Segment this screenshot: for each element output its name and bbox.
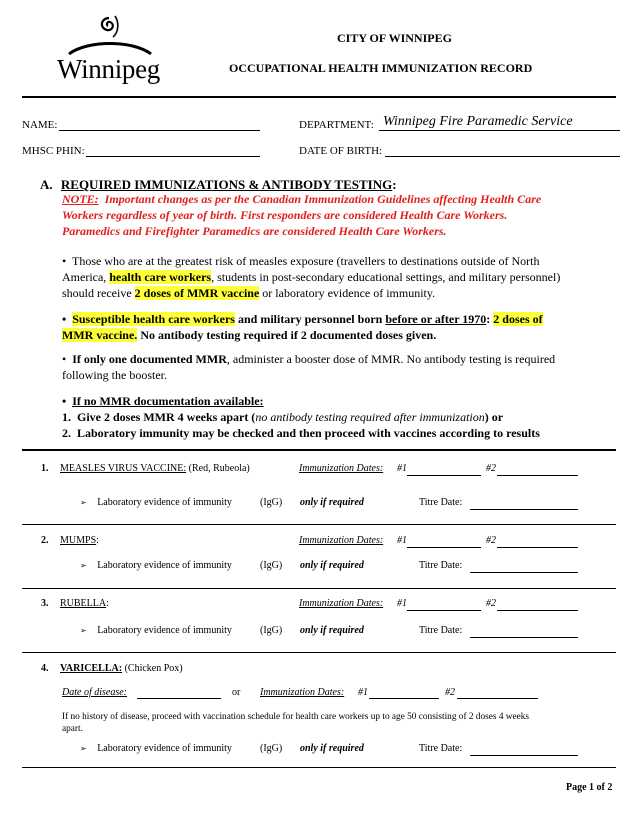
vaccine-2-titre-field[interactable] — [470, 572, 578, 573]
dob-label: DATE OF BIRTH: — [299, 145, 383, 157]
vaccine-2-dose-1-label: #1 — [397, 535, 407, 546]
bullet-4-heading: If no MMR documentation available: — [72, 394, 264, 408]
city-heading: CITY OF WINNIPEG — [337, 31, 452, 45]
item-1-number: 1. — [62, 410, 71, 424]
vaccine-2-dose-2-field[interactable] — [497, 547, 578, 548]
vaccine-2-number: 2. — [41, 535, 49, 546]
vaccine-4-divider — [22, 767, 616, 768]
vaccine-2-extra: : — [96, 535, 99, 546]
vaccine-4-lab-row — [80, 743, 232, 754]
vaccine-3-imm-dates-label: Immunization Dates: — [299, 598, 384, 609]
date-of-disease-field[interactable] — [137, 698, 221, 699]
bullet-2-text-b: : — [486, 312, 494, 326]
igg-label: (IgG) — [260, 560, 283, 571]
date-of-disease-label: Date of disease: — [62, 687, 127, 698]
lab-evidence-label: Laboratory evidence of immunity — [97, 625, 232, 636]
note-block — [62, 191, 541, 239]
vaccine-3-divider — [22, 652, 616, 653]
vaccine-2-lab-row — [80, 560, 232, 571]
bullet-3-line-2: following the booster. — [62, 368, 167, 382]
vaccine-3-number: 3. — [41, 598, 49, 609]
vaccine-4-number: 4. — [41, 663, 49, 674]
bullet-2-underlined: before or after 1970 — [385, 312, 487, 326]
bullet-1-text-d: or laboratory evidence of immunity. — [259, 286, 436, 300]
highlight-health-care-workers: health care workers — [109, 270, 212, 284]
only-if-required-label: only if required — [300, 560, 364, 571]
vaccine-1-name: MEASLES VIRUS VACCINE: — [60, 463, 187, 474]
arrow-icon: ➢ — [80, 498, 87, 507]
titre-date-label: Titre Date: — [419, 560, 463, 571]
vaccine-2-divider — [22, 588, 616, 589]
phin-label: MHSC PHIN: — [22, 145, 85, 157]
only-if-required-label: only if required — [300, 497, 364, 508]
vaccine-1-imm-dates-label: Immunization Dates: — [299, 463, 384, 474]
vaccine-1-dose-1-field[interactable] — [407, 475, 481, 476]
item-1-text-a: Give 2 doses MMR 4 weeks apart ( — [77, 410, 256, 424]
vaccine-4-dose-1-field[interactable] — [369, 698, 439, 699]
titre-date-label: Titre Date: — [419, 497, 463, 508]
item-1-text-c: ) or — [484, 410, 504, 424]
bullet-3-text: , administer a booster dose of MMR. No antibody testing is required — [226, 352, 556, 366]
vaccine-3-titre-field[interactable] — [470, 637, 578, 638]
varicella-note-line-2: apart. — [62, 724, 83, 734]
bullet-2: • Susceptible health care workers and military personnel born before or after 1970: 2 doses of MMR vaccine. No antibody testing required if 2 documented doses given. — [62, 312, 543, 342]
section-a-colon: : — [392, 177, 397, 192]
department-label: DEPARTMENT: — [299, 119, 374, 131]
arrow-icon: ➢ — [80, 626, 87, 635]
or-label: or — [232, 687, 241, 698]
winnipeg-logo — [55, 10, 165, 85]
name-field[interactable] — [59, 130, 260, 131]
bullet-1-text-b: , students in post-secondary educational settings, and military personnel) — [211, 270, 561, 284]
highlight-2-doses: 2 doses of MMR vaccine — [134, 286, 260, 300]
vaccine-2-name: MUMPS — [60, 535, 97, 546]
highlight-2-doses-of: 2 doses of — [493, 312, 543, 326]
page-number: Page 1 of 2 — [566, 782, 613, 793]
vaccine-1-lab-row — [80, 497, 232, 508]
vaccine-1-dose-1-label: #1 — [397, 463, 407, 474]
bullet-4: • If no MMR documentation available: 1. Give 2 doses MMR 4 weeks apart (no antibody testing required after immunization) or 2. Laboratory immunity may be checked and then proceed with vaccines according to results — [62, 394, 540, 440]
titre-date-label: Titre Date: — [419, 743, 463, 754]
section-divider — [22, 449, 616, 451]
vaccine-1-dose-2-label: #2 — [486, 463, 496, 474]
department-field[interactable] — [379, 130, 620, 131]
lab-evidence-label: Laboratory evidence of immunity — [97, 560, 232, 571]
titre-date-label: Titre Date: — [419, 625, 463, 636]
varicella-note — [62, 711, 622, 735]
bullet-1-text-c: should receive — [62, 286, 135, 300]
vaccine-4-extra: (Chicken Pox) — [122, 663, 183, 674]
vaccine-2-dose-1-field[interactable] — [407, 547, 481, 548]
vaccine-1-divider — [22, 524, 616, 525]
item-2-number: 2. — [62, 426, 71, 440]
vaccine-3-name: RUBELLA — [60, 598, 107, 609]
vaccine-3-dose-2-field[interactable] — [497, 610, 578, 611]
highlight-susceptible-hcw: Susceptible health care workers — [72, 312, 235, 326]
name-label: NAME: — [22, 119, 58, 131]
item-2-text: Laboratory immunity may be checked and then proceed with vaccines according to results — [77, 426, 540, 440]
lab-evidence-label: Laboratory evidence of immunity — [97, 497, 232, 508]
header-divider — [22, 96, 616, 98]
vaccine-2-dose-2-label: #2 — [486, 535, 496, 546]
arrow-icon: ➢ — [80, 744, 87, 753]
only-if-required-label: only if required — [300, 743, 364, 754]
winnipeg-swirl-icon — [55, 10, 165, 60]
vaccine-1-titre-field[interactable] — [470, 509, 578, 510]
section-a-title: REQUIRED IMMUNIZATIONS & ANTIBODY TESTING — [60, 177, 393, 192]
note-line-1: Important changes as per the Canadian Immunization Guidelines affecting Health Care — [104, 192, 542, 206]
only-if-required-label: only if required — [300, 625, 364, 636]
bullet-2-text-c: No antibody testing required if 2 documented doses given. — [137, 328, 437, 342]
arrow-icon: ➢ — [80, 561, 87, 570]
department-value: Winnipeg Fire Paramedic Service — [383, 114, 573, 129]
vaccine-2-title — [41, 535, 99, 546]
vaccine-2-imm-dates-label: Immunization Dates: — [299, 535, 384, 546]
bullet-1: • Those who are at the greatest risk of measles exposure (travellers to destinations outside of North America, health care workers, students in post-secondary educational settings, and military personnel) should receive 2 doses of MMR vaccine or laboratory evidence of immunity. — [62, 254, 561, 300]
igg-label: (IgG) — [260, 625, 283, 636]
vaccine-3-dose-1-label: #1 — [397, 598, 407, 609]
note-line-2: Workers regardless of year of birth. First responders are considered Health Care Workers. — [62, 208, 508, 222]
item-1-italic: no antibody testing required after immunization — [255, 410, 485, 424]
section-a-letter: A. — [40, 177, 53, 192]
logo-text: Winnipeg — [57, 54, 160, 84]
igg-label: (IgG) — [260, 497, 283, 508]
varicella-note-line-1: If no history of disease, proceed with vaccination schedule for health care workers up to age 50 consisting of 2 doses 4 weeks — [62, 712, 530, 722]
vaccine-4-titre-field[interactable] — [470, 755, 578, 756]
note-line-3: Paramedics and Firefighter Paramedics are considered Health Care Workers. — [62, 224, 447, 238]
vaccine-4-name: VARICELLA: — [60, 663, 123, 674]
dob-field[interactable] — [385, 156, 620, 157]
vaccine-3-lab-row — [80, 625, 232, 636]
vaccine-3-extra: : — [106, 598, 109, 609]
vaccine-4-title — [41, 663, 183, 674]
vaccine-1-extra: (Red, Rubeola) — [186, 463, 250, 474]
bullet-3: • If only one documented MMR, administer a booster dose of MMR. No antibody testing is required following the booster. — [62, 351, 622, 383]
vaccine-4-dose-2-field[interactable] — [457, 698, 538, 699]
form-title: OCCUPATIONAL HEALTH IMMUNIZATION RECORD — [229, 61, 533, 75]
vaccine-1-number: 1. — [41, 463, 49, 474]
note-label: NOTE: — [62, 192, 99, 206]
bullet-3-bold: If only one documented MMR — [72, 352, 227, 366]
highlight-mmr-vaccine: MMR vaccine. — [62, 328, 138, 342]
lab-evidence-label: Laboratory evidence of immunity — [97, 743, 232, 754]
bullet-2-text-a: and military personnel born — [234, 312, 386, 326]
vaccine-4-dose-1-label: #1 — [358, 687, 368, 698]
vaccine-3-dose-2-label: #2 — [486, 598, 496, 609]
phin-field[interactable] — [86, 156, 260, 157]
vaccine-4-dose-2-label: #2 — [445, 687, 455, 698]
bullet-1-line-1: Those who are at the greatest risk of measles exposure (travellers to destinations outside of North — [71, 254, 540, 268]
vaccine-1-title — [41, 463, 250, 474]
vaccine-4-imm-dates-label: Immunization Dates: — [260, 687, 345, 698]
vaccine-1-dose-2-field[interactable] — [497, 475, 578, 476]
bullet-1-text-a: America, — [62, 270, 110, 284]
vaccine-3-title — [41, 598, 109, 609]
igg-label: (IgG) — [260, 743, 283, 754]
vaccine-3-dose-1-field[interactable] — [407, 610, 481, 611]
